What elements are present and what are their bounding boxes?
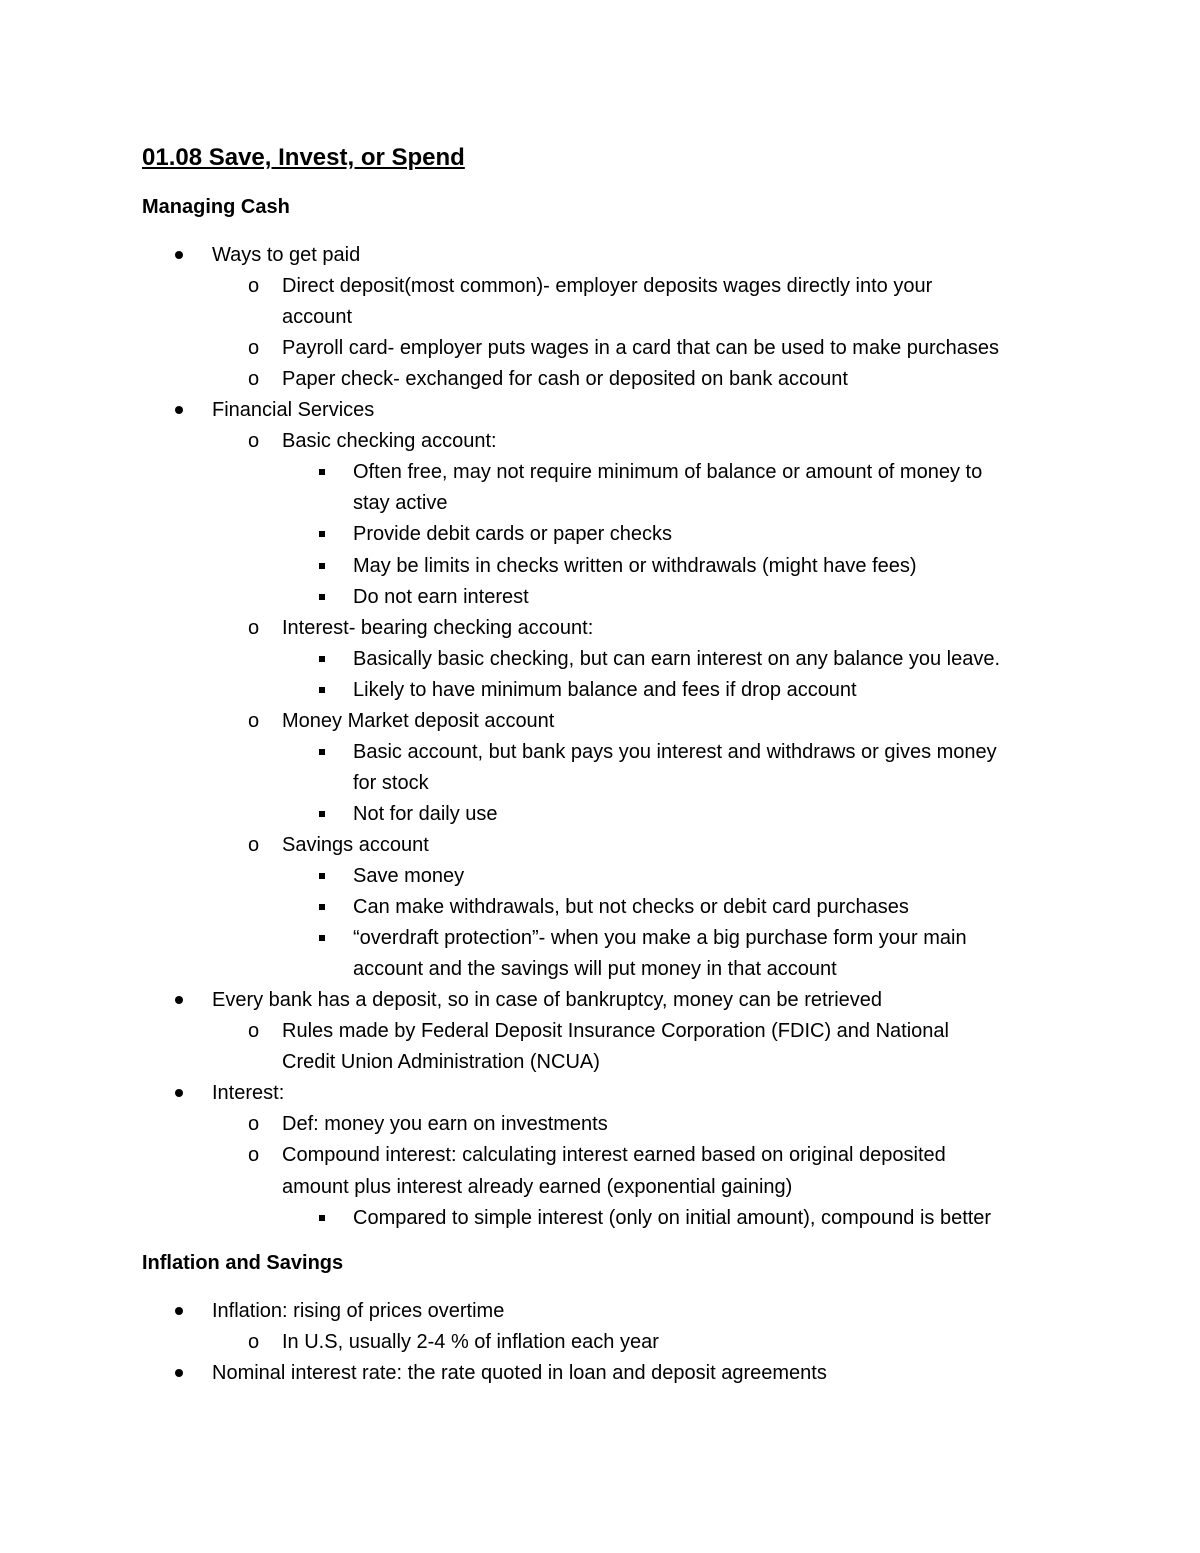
list-item-level-2: Compound interest: calculating interest earned based on original deposited — [282, 1144, 946, 1167]
bullet-circle-icon: o — [248, 1113, 260, 1136]
list-item-level-3: Likely to have minimum balance and fees if drop account — [353, 678, 857, 701]
bullet-dot-icon — [175, 996, 183, 1004]
list-item-level-2: Credit Union Administration (NCUA) — [282, 1051, 600, 1074]
list-item-level-1: Financial Services — [212, 399, 375, 422]
list-item-level-2: account — [282, 306, 353, 329]
list-item-level-2: amount plus interest already earned (exponential gaining) — [282, 1175, 793, 1198]
bullet-square-icon — [319, 656, 325, 662]
list-item-level-3: “overdraft protection”- when you make a big purchase form your main — [353, 927, 967, 950]
bullet-circle-icon: o — [248, 430, 260, 453]
list-item-level-3: Save money — [353, 865, 465, 887]
list-item-level-1: Inflation: rising of prices overtime — [212, 1300, 505, 1322]
bullet-dot-icon — [175, 1369, 183, 1377]
bullet-square-icon — [319, 469, 325, 475]
list-item-level-3: Not for daily use — [353, 802, 498, 825]
bullet-dot-icon — [175, 1089, 183, 1097]
bullet-circle-icon: o — [248, 709, 260, 732]
list-item-level-3: stay active — [353, 492, 448, 515]
list-item-level-3: Basically basic checking, but can earn interest on any balance you leave. — [353, 647, 1001, 670]
bullet-circle-icon: o — [248, 1331, 260, 1354]
list-item-level-3: for stock — [353, 771, 429, 794]
list-item-level-3: account and the savings will put money in that account — [353, 958, 837, 981]
bullet-square-icon — [319, 749, 325, 755]
list-item-level-3: Can make withdrawals, but not checks or debit card purchases — [353, 896, 909, 919]
list-item-level-2: Paper check- exchanged for cash or deposited on bank account — [282, 368, 848, 391]
list-item-level-2: Direct deposit(most common)- employer deposits wages directly into your — [282, 275, 933, 298]
list-item-level-1: Ways to get paid — [212, 244, 361, 266]
bullet-circle-icon: o — [248, 337, 260, 360]
list-item-level-2: Savings account — [282, 833, 429, 856]
list-item-level-2: Basic checking account: — [282, 430, 497, 453]
list-item-level-1: Nominal interest rate: the rate quoted in loan and deposit agreements — [212, 1362, 827, 1385]
bullet-dot-icon — [175, 406, 183, 414]
list-item-level-1: Every bank has a deposit, so in case of bankruptcy, money can be retrieved — [212, 989, 882, 1012]
list-item-level-2: Rules made by Federal Deposit Insurance Corporation (FDIC) and National — [282, 1020, 949, 1043]
bullet-square-icon — [319, 594, 325, 600]
document-title: 01.08 Save, Invest, or Spend — [142, 144, 465, 171]
list-item-level-2: Interest- bearing checking account: — [282, 616, 594, 639]
bullet-circle-icon: o — [248, 275, 260, 298]
bullet-dot-icon — [175, 251, 183, 259]
section-heading: Managing Cash — [142, 196, 290, 218]
bullet-circle-icon: o — [248, 1020, 260, 1043]
list-item-level-2: Def: money you earn on investments — [282, 1113, 608, 1136]
bullet-square-icon — [319, 563, 325, 569]
bullet-dot-icon — [175, 1307, 183, 1315]
list-item-level-1: Interest: — [212, 1082, 285, 1105]
bullet-square-icon — [319, 873, 325, 879]
bullet-square-icon — [319, 811, 325, 817]
bullet-circle-icon: o — [248, 833, 260, 856]
list-item-level-3: Compared to simple interest (only on initial amount), compound is better — [353, 1206, 992, 1229]
list-item-level-3: Often free, may not require minimum of balance or amount of money to — [353, 461, 983, 484]
list-item-level-3: Provide debit cards or paper checks — [353, 523, 673, 546]
bullet-circle-icon: o — [248, 368, 260, 391]
bullet-circle-icon: o — [248, 1144, 260, 1167]
list-item-level-3: Do not earn interest — [353, 585, 529, 608]
bullet-square-icon — [319, 935, 325, 941]
section-heading: Inflation and Savings — [142, 1252, 344, 1274]
bullet-square-icon — [319, 687, 325, 693]
list-item-level-2: In U.S, usually 2-4 % of inflation each year — [282, 1331, 659, 1354]
bullet-circle-icon: o — [248, 616, 260, 639]
bullet-square-icon — [319, 904, 325, 910]
list-item-level-2: Payroll card- employer puts wages in a card that can be used to make purchases — [282, 337, 1000, 360]
list-item-level-3: Basic account, but bank pays you interest and withdraws or gives money — [353, 740, 997, 763]
bullet-square-icon — [319, 1215, 325, 1221]
bullet-square-icon — [319, 531, 325, 537]
list-item-level-2: Money Market deposit account — [282, 709, 555, 732]
list-item-level-3: May be limits in checks written or withdrawals (might have fees) — [353, 554, 917, 577]
